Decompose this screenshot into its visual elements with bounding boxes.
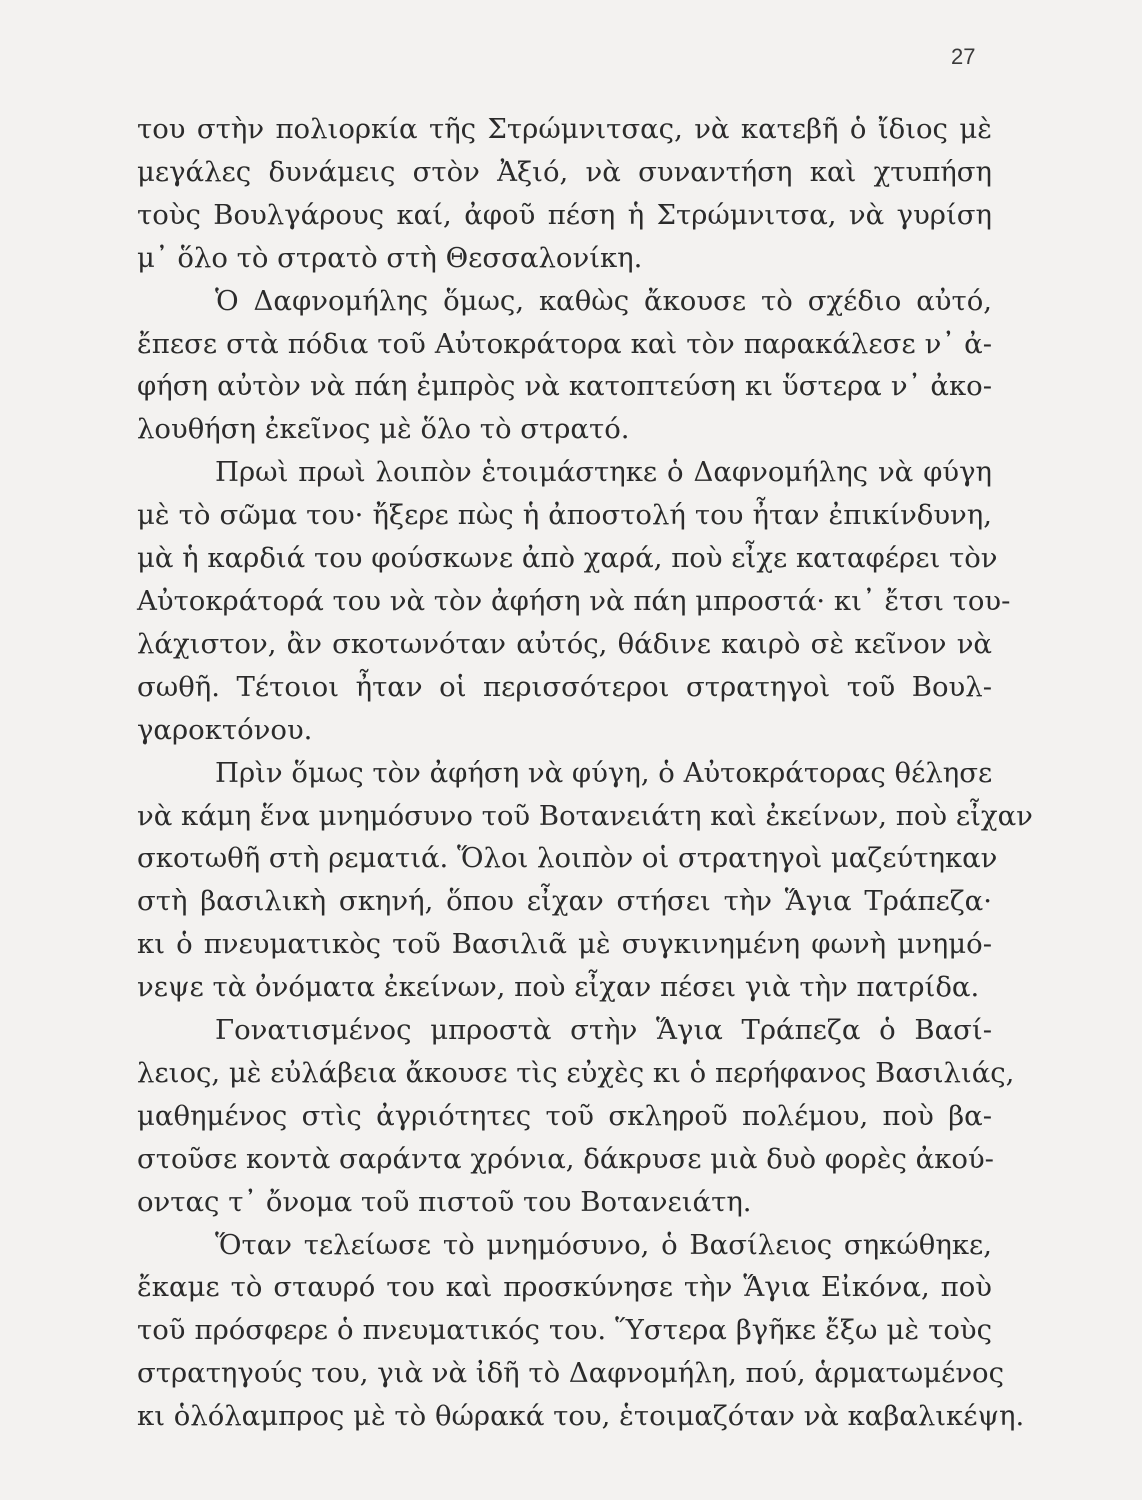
text-line: ἔκαμε τὸ σταυρό του καὶ προσκύνησε τὴν Ἅγια Εἰκόνα, ποὺ (137, 1271, 992, 1304)
text-line: φήση αὐτὸν νὰ πάη ἐμπρὸς νὰ κατοπτεύση κι ὕστερα ν᾽ ἀκο- (137, 370, 992, 403)
text-line: ἔπεσε στὰ πόδια τοῦ Αὐτοκράτορα καὶ τὸν παρακάλεσε ν᾽ ἀ- (137, 327, 992, 360)
text-line: Ὅταν τελείωσε τὸ μνημόσυνο, ὁ Βασίλειος σηκώθηκε, (215, 1228, 992, 1261)
page-number: 27 (951, 44, 976, 69)
text-line: Πρωὶ πρωὶ λοιπὸν ἑτοιμάστηκε ὁ Δαφνομήλης νὰ φύγη (215, 456, 992, 489)
text-line: λειος, μὲ εὐλάβεια ἄκουσε τὶς εὐχὲς κι ὁ περήφανος Βασιλιάς, (137, 1056, 1015, 1089)
text-line: Αὐτοκράτορά του νὰ τὸν ἀφήση νὰ πάη μπροστά· κι᾽ ἔτσι του- (137, 584, 1011, 617)
text-line: νὰ κάμη ἕνα μνημόσυνο τοῦ Βοτανειάτη καὶ ἐκείνων, ποὺ εἶχαν (137, 799, 1033, 832)
text-line: νεψε τὰ ὀνόματα ἐκείνων, ποὺ εἶχαν πέσει γιὰ τὴν πατρίδα. (137, 971, 980, 1004)
text-line: σκοτωθῆ στὴ ρεματιά. Ὅλοι λοιπὸν οἱ στρατηγοὶ μαζεύτηκαν (137, 842, 998, 875)
text-line: λουθήση ἐκεῖνος μὲ ὅλο τὸ στρατό. (137, 413, 630, 446)
paragraph-1 (137, 108, 992, 280)
text-line: Γονατισμένος μπροστὰ στὴν Ἅγια Τράπεζα ὁ Βασί- (215, 1014, 992, 1047)
text-line: μὰ ἡ καρδιά του φούσκωνε ἀπὸ χαρά, ποὺ εἶχε καταφέρει τὸν (137, 542, 998, 575)
text-line: μαθημένος στὶς ἀγριότητες τοῦ σκληροῦ πολέμου, ποὺ βα- (137, 1099, 992, 1132)
text-line: μ᾽ ὅλο τὸ στρατὸ στὴ Θεσσαλονίκη. (137, 241, 643, 274)
text-line: στρατηγούς του, γιὰ νὰ ἰδῆ τὸ Δαφνομήλη, πού, ἁρματωμένος (137, 1357, 1005, 1390)
text-line: σωθῆ. Τέτοιοι ἦταν οἱ περισσότεροι στρατηγοὶ τοῦ Βουλ- (137, 670, 992, 703)
body-text (137, 108, 1033, 1438)
paragraph-2 (137, 280, 992, 452)
text-line: Πρὶν ὅμως τὸν ἀφήση νὰ φύγη, ὁ Αὐτοκράτορας θέλησε (215, 756, 993, 789)
text-line: οντας τ᾽ ὄνομα τοῦ πιστοῦ του Βοτανειάτη. (137, 1185, 752, 1218)
text-line: στοῦσε κοντὰ σαράντα χρόνια, δάκρυσε μιὰ δυὸ φορὲς ἀκού- (137, 1142, 994, 1175)
text-line: μὲ τὸ σῶμα του· ἤξερε πὼς ἡ ἀποστολή του ἦταν ἐπικίνδυνη, (137, 499, 992, 532)
paragraph-3 (137, 451, 1011, 751)
text-line: τοῦ πρόσφερε ὁ πνευματικός του. Ὕστερα βγῆκε ἔξω μὲ τοὺς (137, 1314, 992, 1347)
paragraph-6 (137, 1224, 1025, 1439)
text-line: μεγάλες δυνάμεις στὸν Ἀξιό, νὰ συναντήση καὶ χτυπήση (137, 155, 992, 188)
text-line: λάχιστον, ἂν σκοτωνόταν αὐτός, θάδινε καιρὸ σὲ κεῖνον νὰ (137, 627, 992, 660)
text-line: γαροκτόνου. (137, 713, 313, 746)
text-line: στὴ βασιλικὴ σκηνή, ὅπου εἶχαν στήσει τὴν Ἅγια Τράπεζα· (137, 885, 992, 918)
text-line: Ὁ Δαφνομήλης ὅμως, καθὼς ἄκουσε τὸ σχέδιο αὐτό, (215, 284, 992, 317)
paragraph-4 (137, 752, 1033, 1009)
text-line: κι ὁ πνευματικὸς τοῦ Βασιλιᾶ μὲ συγκινημένη φωνὴ μνημό- (137, 928, 992, 961)
paragraph-5 (137, 1009, 1015, 1224)
text-line: τοὺς Βουλγάρους καί, ἀφοῦ πέση ἡ Στρώμνιτσα, νὰ γυρίση (137, 198, 992, 231)
text-line: του στὴν πολιορκία τῆς Στρώμνιτσας, νὰ κατεβῆ ὁ ἴδιος μὲ (137, 113, 992, 145)
text-line: κι ὁλόλαμπρος μὲ τὸ θώρακά του, ἑτοιμαζόταν νὰ καβαλικέψη. (137, 1400, 1025, 1433)
